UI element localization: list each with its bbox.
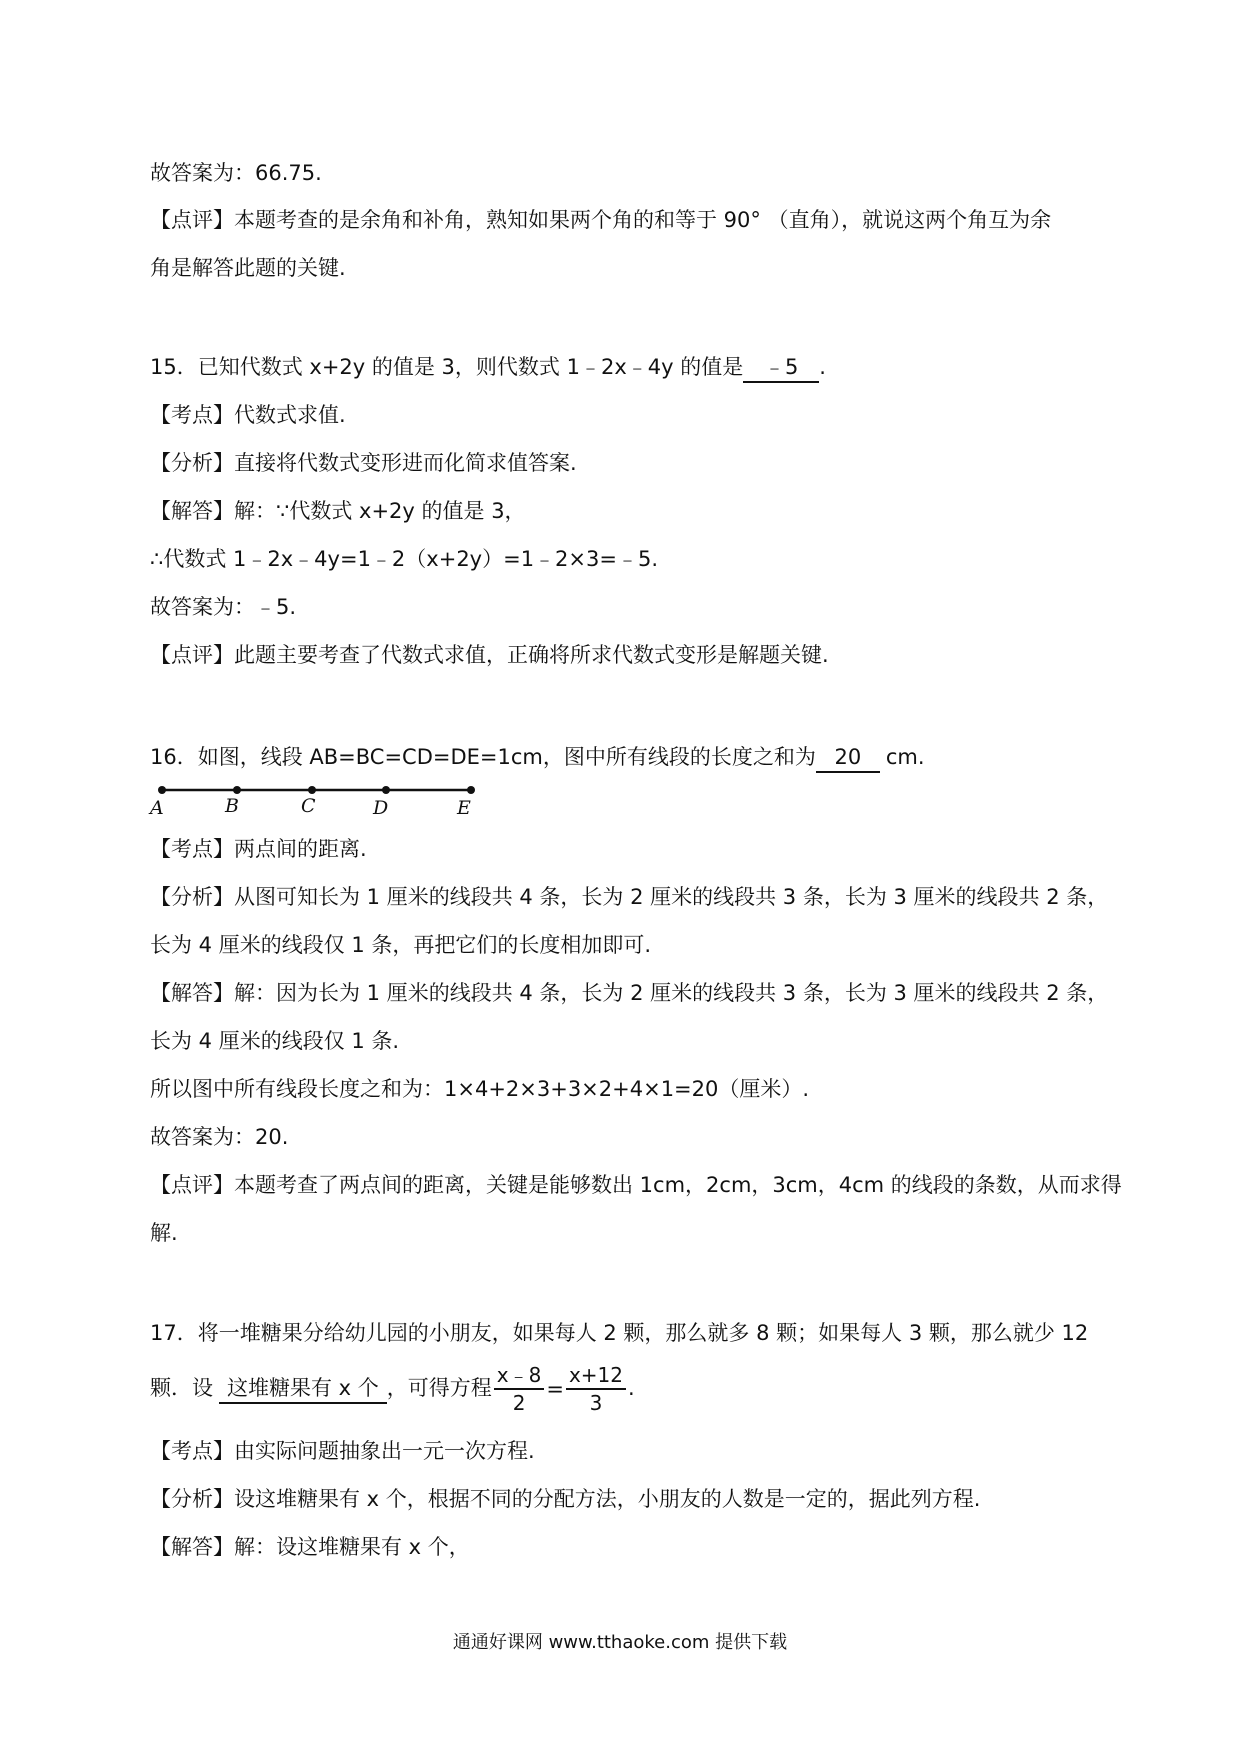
point-b-label: B: [225, 795, 239, 817]
point-e-label: E: [457, 797, 471, 819]
question-15: [150, 352, 826, 383]
fraction-2-numerator: x+12: [566, 1362, 626, 1390]
point-a-dot: [158, 786, 166, 794]
fraction-1: [494, 1362, 545, 1416]
question-16: [150, 742, 925, 773]
point-e-dot: [467, 786, 475, 794]
question-16-unit: cm.: [885, 745, 925, 769]
q15-dianping: 【点评】此题主要考查了代数式求值，正确将所求代数式变形是解题关键.: [150, 643, 829, 667]
q15-answer-line: 故答案为：﹣5.: [150, 595, 297, 619]
question-17-cont: [150, 1358, 635, 1419]
q15-step: ∴代数式 1﹣2x﹣4y=1﹣2（x+2y）=1﹣2×3=﹣5.: [150, 547, 659, 571]
question-17-answer: 这堆糖果有 x 个: [219, 1374, 387, 1404]
fraction-1-numerator: x﹣8: [494, 1362, 545, 1390]
q15-jieda: 【解答】解：∵代数式 x+2y 的值是 3，: [150, 499, 526, 523]
point-a-label: A: [150, 797, 164, 819]
q16-fenxi-cont: 长为 4 厘米的线段仅 1 条，再把它们的长度相加即可.: [150, 933, 652, 957]
question-16-answer: 20: [816, 743, 880, 773]
fraction-2: [566, 1362, 626, 1416]
comment-line: 【点评】本题考查的是余角和补角，熟知如果两个角的和等于 90° （直角），就说这两个角互为余: [150, 208, 1052, 232]
q16-kaodian: 【考点】两点间的距离.: [150, 837, 367, 861]
comment-line-cont: 角是解答此题的关键.: [150, 256, 346, 280]
point-c-dot: [308, 786, 316, 794]
question-15-answer: ﹣5: [743, 353, 819, 383]
segment-figure: [148, 782, 488, 822]
fraction-1-denominator: 2: [512, 1391, 526, 1415]
q17-fenxi: 【分析】设这堆糖果有 x 个，根据不同的分配方法，小朋友的人数是一定的，据此列方程.: [150, 1487, 981, 1511]
point-b-dot: [233, 786, 241, 794]
q16-dianping-cont: 解.: [150, 1221, 178, 1245]
question-15-text: 15．已知代数式 x+2y 的值是 3，则代数式 1﹣2x﹣4y 的值是: [150, 355, 744, 379]
q16-jieda: 【解答】解：因为长为 1 厘米的线段共 4 条，长为 2 厘米的线段共 3 条，长为 3 厘米的线段共 2 条，: [150, 981, 1109, 1005]
question-17-mid: ，可得方程: [386, 1376, 492, 1400]
question-17-end: .: [628, 1376, 635, 1400]
equals-sign: =: [546, 1377, 564, 1401]
answer-line: 故答案为：66.75.: [150, 161, 322, 185]
question-17: 17．将一堆糖果分给幼儿园的小朋友，如果每人 2 颗，那么就多 8 颗；如果每人 3 颗，那么就少 12: [150, 1321, 1089, 1345]
question-17-text: 颗．设: [150, 1376, 213, 1400]
q17-jieda: 【解答】解：设这堆糖果有 x 个，: [150, 1535, 470, 1559]
q15-kaodian: 【考点】代数式求值.: [150, 403, 346, 427]
point-c-label: C: [301, 795, 316, 817]
question-16-text: 16．如图，线段 AB=BC=CD=DE=1cm，图中所有线段的长度之和为: [150, 745, 816, 769]
q16-answer-line: 故答案为：20.: [150, 1125, 289, 1149]
q16-fenxi: 【分析】从图可知长为 1 厘米的线段共 4 条，长为 2 厘米的线段共 3 条，长为 3 厘米的线段共 2 条，: [150, 885, 1109, 909]
question-15-end: .: [819, 355, 826, 379]
footer-text: 通通好课网 www.tthaoke.com 提供下载: [452, 1632, 788, 1653]
point-d-label: D: [373, 797, 389, 819]
q15-fenxi: 【分析】直接将代数式变形进而化简求值答案.: [150, 451, 577, 475]
q16-jieda-cont: 长为 4 厘米的线段仅 1 条.: [150, 1029, 400, 1053]
point-d-dot: [382, 786, 390, 794]
fraction-2-denominator: 3: [589, 1391, 603, 1415]
q16-step: 所以图中所有线段长度之和为：1×4+2×3+3×2+4×1=20（厘米）.: [150, 1077, 810, 1101]
q16-dianping: 【点评】本题考查了两点间的距离，关键是能够数出 1cm，2cm，3cm，4cm 的线段的条数，从而求得: [150, 1173, 1122, 1197]
q17-kaodian: 【考点】由实际问题抽象出一元一次方程.: [150, 1439, 535, 1463]
